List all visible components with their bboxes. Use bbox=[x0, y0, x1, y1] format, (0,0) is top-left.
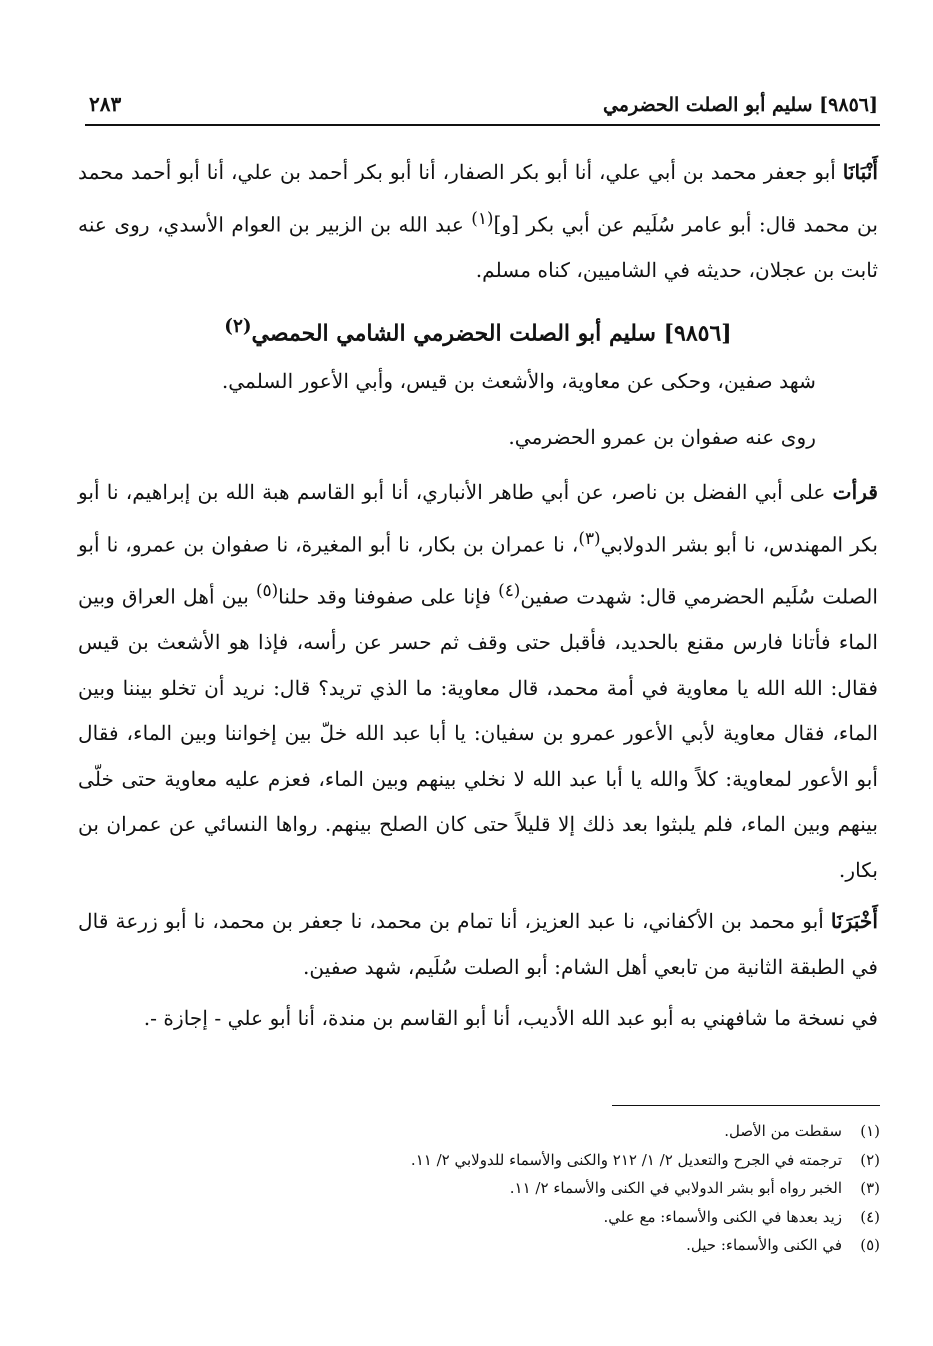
paragraph-4-text-c: فإنا على صفوفنا وقد حلنا bbox=[278, 584, 499, 609]
footnote-number: (٤) bbox=[860, 1207, 880, 1226]
paragraph-1-text: أبو جعفر محمد بن أبي علي، أنا أبو بكر الصفار، أنا أبو بكر أحمد بن علي، أنا أبو أحمد محمد بن محمد قال: أبو عامر سُلَيم عن أبي بكر [و] bbox=[78, 160, 878, 237]
paragraph-5-text: أبو محمد بن الأكفاني، نا عبد العزيز، أنا تمام بن محمد، نا جعفر بن محمد، نا أبو زرعة قال في الطبقة الثانية من تابعي أهل الشام: أبو الصلت سُلَيم، شهد صفين. bbox=[78, 909, 878, 979]
footnote-number: (٣) bbox=[860, 1179, 880, 1197]
footnote-number: (٢) bbox=[860, 1150, 880, 1169]
footnote-divider bbox=[612, 1105, 880, 1106]
footnote-text: الخبر رواه أبو بشر الدولابي في الكنى والأسماء ٢/ ١١. bbox=[509, 1179, 842, 1197]
paragraph-4-text-b: ، نا عمران بن بكار، نا أبو المغيرة، نا صفوان بن عمرو، نا أبو الصلت سُلَيم الحضرمي قال: شهدت صفين bbox=[78, 532, 878, 609]
paragraph-5-lead: أَخْبَرَنَا bbox=[830, 909, 878, 934]
paragraph-4-lead: قرأت bbox=[832, 480, 878, 505]
footnote-text: في الكنى والأسماء: حيل. bbox=[686, 1236, 842, 1254]
main-text bbox=[78, 150, 878, 1042]
entry-heading-text: [٩٨٥٦] سليم أبو الصلت الحضرمي الشامي الحمصي bbox=[251, 320, 732, 347]
footnote-ref-2: (٢) bbox=[224, 316, 252, 338]
paragraph-1-lead: أَنْبَانَا bbox=[842, 160, 878, 184]
footnote-text: ترجمته في الجرح والتعديل ٢/ ١/ ٢١٢ والكنى والأسماء للدولابي ٢/ ١١. bbox=[410, 1150, 842, 1169]
footnote-number: (١) bbox=[860, 1122, 880, 1140]
footnote-1 bbox=[120, 1117, 880, 1146]
paragraph-6: في نسخة ما شافهني به أبو عبد الله الأديب، أنا أبو القاسم بن مندة، أنا أبو علي - إجازة -. bbox=[143, 1006, 878, 1031]
footnote-3 bbox=[120, 1174, 880, 1203]
entry-heading bbox=[78, 293, 878, 359]
footnote-text: سقطت من الأصل. bbox=[724, 1122, 842, 1140]
footnote-4 bbox=[120, 1203, 880, 1232]
footnote-number: (٥) bbox=[860, 1236, 880, 1254]
footnote-ref-5: (٥) bbox=[255, 579, 279, 600]
paragraph-3: روى عنه صفوان بن عمرو الحضرمي. bbox=[508, 424, 816, 449]
paragraph-4-text-d: بين أهل العراق وبين الماء فأتانا فارس مقنع بالحديد، فأقبل حتى وقف ثم حسر عن رأسه، فإذا هو الأشعث بن قيس فقال: الله الله يا معاوية في أمة محمد، قال معاوية: ما الذي تريد؟ قال: نريد أن تخلو بيننا وبين الماء، فقال معاوية لأبي الأعور عمرو بن سفيان: يا أبا عبد الله خلّ بين إخواننا وبين الماء، فقال أبو الأعور لمعاوية: كلاً والله يا أبا عبد الله لا نخلي بينهم وبين الماء، فعزم عليه معاوية حتى خلّى بينهم وبين الماء، فلم يلبثوا بعد ذلك إلا قليلاً حتى كان الصلح بينهم. رواها النسائي عن عمران بن بكار. bbox=[78, 584, 878, 882]
footnote-ref-3: (٣) bbox=[578, 527, 601, 548]
paragraph-5 bbox=[78, 899, 878, 990]
paragraph-1 bbox=[78, 150, 878, 293]
footnote-text: زيد بعدها في الكنى والأسماء: مع علي. bbox=[603, 1207, 842, 1226]
header-title: [٩٨٥٦] سليم أبو الصلت الحضرمي bbox=[602, 94, 878, 116]
footnotes bbox=[120, 1117, 880, 1260]
page-number: ٢٨٣ bbox=[89, 92, 122, 116]
running-header bbox=[85, 88, 880, 126]
paragraph-4-text-a: على أبي الفضل بن ناصر، عن أبي طاهر الأنباري، أنا أبو القاسم هبة الله بن إبراهيم، نا أبو بكر المهندس، نا أبو بشر الدولابي bbox=[78, 480, 878, 557]
footnote-ref-1: (١) bbox=[471, 207, 494, 228]
footnote-2 bbox=[120, 1146, 880, 1175]
footnote-ref-4: (٤) bbox=[498, 579, 521, 600]
paragraph-4 bbox=[78, 470, 878, 893]
footnote-5 bbox=[120, 1231, 880, 1260]
paragraph-1-text-after: عبد الله بن الزبير بن العوام الأسدي، روى عنه ثابت بن عجلان، حديثه في الشاميين، كناه مسلم. bbox=[78, 212, 878, 282]
paragraph-2: شهد صفين، وحكى عن معاوية، والأشعث بن قيس، وأبي الأعور السلمي. bbox=[221, 369, 816, 394]
